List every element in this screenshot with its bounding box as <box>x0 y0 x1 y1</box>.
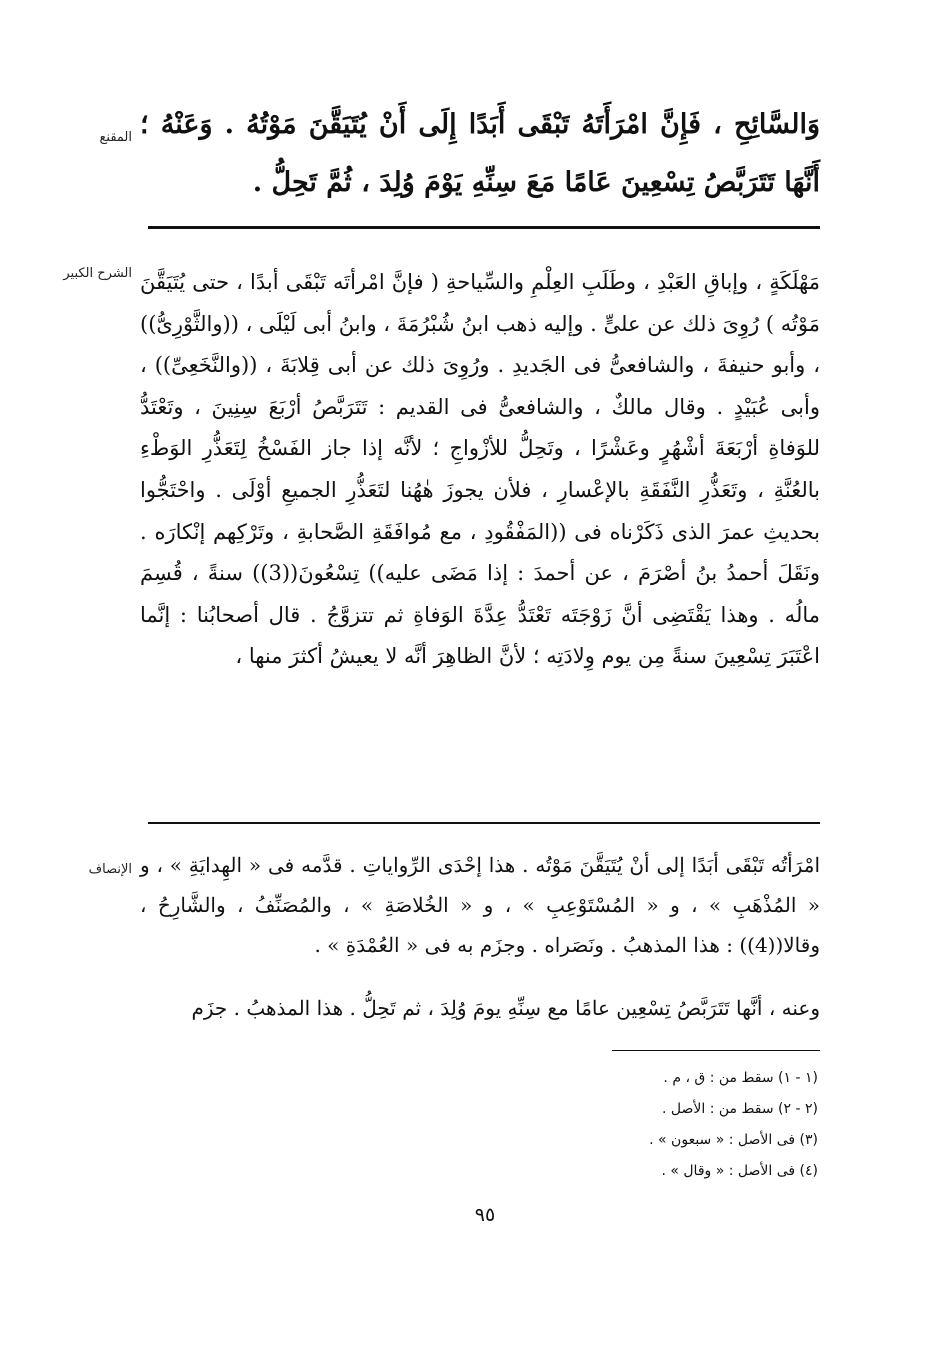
footnote-3: (٣) فى الأصل : « سبعون » . <box>649 1132 818 1148</box>
page-number: ٩٥ <box>474 1204 496 1226</box>
label-muqni: المقنع <box>99 130 132 145</box>
footnote-2: (٢ - ٢) سقط من : الأصل . <box>662 1101 818 1117</box>
footnotes <box>418 1063 818 1187</box>
footnote-4: (٤) فى الأصل : « وقال » . <box>661 1163 818 1179</box>
section-divider-main <box>148 226 820 229</box>
label-insaf: الإنصاف <box>88 862 132 877</box>
sharh-text: مَهْلَكَةٍ ، وإباقِ العَبْدِ ، وطَلَبِ العِلْمِ والسِّياحةِ ( فإنَّ امْرأتَه تَبْقَى أبدًا ، حتى يُتَيَقَّنَ مَوْتُه ) رُوِىَ ذلك عن علىٍّ . وإليه ذهب ابنُ شُبْرُمَةَ ، وابنُ أبى لَيْلَى ، ((والثَّوْرِىُّ)) ، وأبو حنيفةَ ، والشافعىُّ فى الجَديدِ . ورُوِىَ ذلك عن أبى قِلابَةَ ، ((والنَّخَعِىِّ)) ، وأبى عُبَيْدٍ . وقال مالكٌ ، والشافعىُّ فى القديم : تَتَرَبَّصُ أرْبَعَ سِنِينَ ، وتَعْتَدُّ للوَفاةِ أرْبَعَةَ أشْهُرٍ وعَشْرًا ، وتَحِلُّ للأزْواجِ ؛ لأنَّه إذا جاز الفَسْخُ لِتَعَذُّرِ الوَطْءِ بالعُنَّةِ ، وتَعَذُّرِ النَّفَقَةِ بالإعْسارِ ، فلأن يجوزَ هٰهُنا لتَعَذُّرِ الجميعِ أوْلَى . واحْتَجُّوا بحديثِ عمرَ الذى ذَكَرْناه فى ((المَفْقُودِ ، مع مُوافَقَةِ الصَّحابةِ ، وتَرْكِهم إنْكارَه . ونَقَلَ أحمدُ بنُ أصْرَمَ ، عن أحمدَ : إذا مَضَى عليه)) تِسْعُونَ((3)) سنةً ، قُسِمَ مالُه . وهذا يَقْتَضِى أنَّ زَوْجَتَه تَعْتَدُّ عِدَّةَ الوَفاةِ ثم تتزوَّجُ . قال أصحابُنا : إنَّما اعْتَبَرَ تِسْعِينَ سنةً مِن يوم وِلادَتِه ؛ لأنَّ الظاهِرَ أنَّه لا يعيشُ أكثرَ منها ، <box>140 270 820 669</box>
footnote-divider <box>612 1050 820 1051</box>
muqni-text: وَالسَّائِحِ ، فَإِنَّ امْرَأَتَهُ تَبْقَى أَبَدًا إِلَى أَنْ يُتَيَقَّنَ مَوْتُهُ . وَعَنْهُ ؛ أَنَّهَا تَتَرَبَّصُ تِسْعِينَ عَامًا مَعَ سِنِّهِ يَوْمَ وُلِدَ ، ثُمَّ تَحِلُّ . <box>140 109 820 198</box>
section-divider-thin <box>148 822 820 824</box>
footnote-1: (١ - ١) سقط من : ق ، م . <box>663 1070 818 1086</box>
label-sharh: الشرح الكبير <box>63 266 132 281</box>
insaf-text-paragraph-1: امْرَأتُه تَبْقَى أبَدًا إلى أنْ يُتَيَقَّنَ مَوْتُه . هذا إحْدَى الرِّواياتِ . قدَّمه فى « الهِدايَةِ » ، و « المُذْهَبِ » ، و « المُسْتَوْعِبِ » ، و « الخُلاصَةِ » ، والمُصَنِّفُ ، والشَّارِحُ ، وقالا((4)) : هذا المذهبُ . ونَصَراه . وجزَم به فى « العُمْدَةِ » . <box>140 853 820 957</box>
insaf-text-paragraph-2: وعنه ، أنَّها تَتَرَبَّصُ تِسْعِين عامًا مع سِنِّهِ يومَ وُلِدَ ، ثم تَحِلُّ . هذا المذهبُ . جزَم <box>191 996 820 1020</box>
